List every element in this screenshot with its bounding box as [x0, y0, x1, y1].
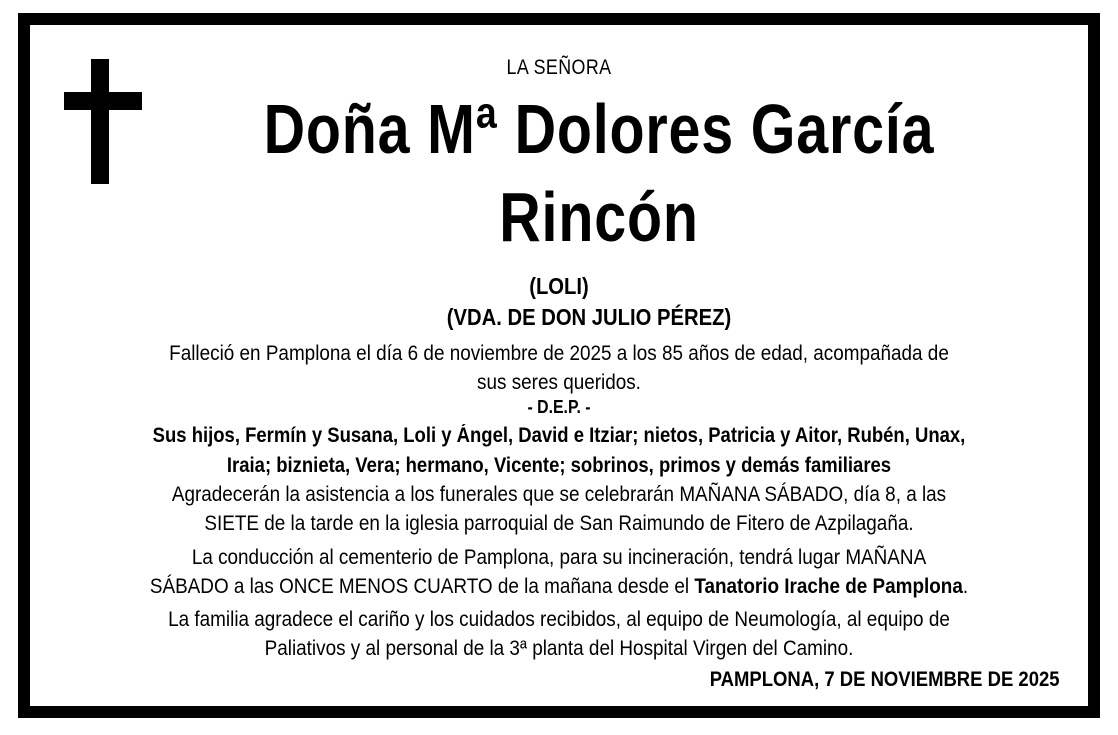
procession-line-2-text: SÁBADO a las ONCE MENOS CUARTO de la mañana desde el	[149, 575, 695, 598]
funeral-home-name: Tanatorio Irache de Pamplona	[694, 575, 963, 598]
procession-paragraph	[83, 543, 1035, 601]
family-paragraph	[93, 421, 1024, 481]
nickname: (LOLI)	[529, 273, 589, 299]
thanks-paragraph	[83, 605, 1035, 663]
deceased-name-line2: Rincón	[499, 178, 699, 256]
rip-label: - D.E.P. -	[527, 397, 591, 417]
cross-horizontal-bar	[64, 92, 142, 110]
family-line-1: Sus hijos, Fermín y Susana, Loli y Ángel, David e Itziar; nietos, Patricia y Aitor, Rubén, Unax,	[152, 424, 966, 447]
death-paragraph	[83, 339, 1035, 397]
procession-line-2-end: .	[962, 575, 969, 598]
heading-prefix: LA SEÑORA	[506, 56, 612, 79]
funeral-line-1: Agradecerán la asistencia a los funerales que se celebrarán MAÑANA SÁBADO, día 8, a las	[171, 483, 947, 506]
thanks-line-1: La familia agradece el cariño y los cuidados recibidos, al equipo de Neumología, al equipo de	[168, 608, 950, 631]
procession-line-2	[83, 572, 1035, 601]
funeral-paragraph	[83, 480, 1035, 538]
place-and-date: PAMPLONA, 7 DE NOVIEMBRE DE 2025	[710, 668, 1060, 691]
widow-of: (VDA. DE DON JULIO PÉREZ)	[446, 304, 732, 330]
death-line-2: sus seres queridos.	[477, 371, 641, 394]
funeral-line-2: SIETE de la tarde en la iglesia parroquial de San Raimundo de Fitero de Azpilagaña.	[204, 512, 914, 535]
family-line-2: Iraia; biznieta, Vera; hermano, Vicente; sobrinos, primos y demás familiares	[226, 454, 892, 477]
cross-vertical-bar	[91, 59, 109, 184]
procession-line-1: La conducción al cementerio de Pamplona, para su incineración, tendrá lugar MAÑANA	[191, 546, 927, 569]
obituary-notice	[18, 13, 1100, 718]
thanks-line-2: Paliativos y al personal de la 3ª planta del Hospital Virgen del Camino.	[264, 637, 854, 660]
death-line-1: Falleció en Pamplona el día 6 de noviembre de 2025 a los 85 años de edad, acompañada de	[169, 342, 949, 365]
deceased-name-line1: Doña Mª Dolores García	[263, 90, 935, 168]
